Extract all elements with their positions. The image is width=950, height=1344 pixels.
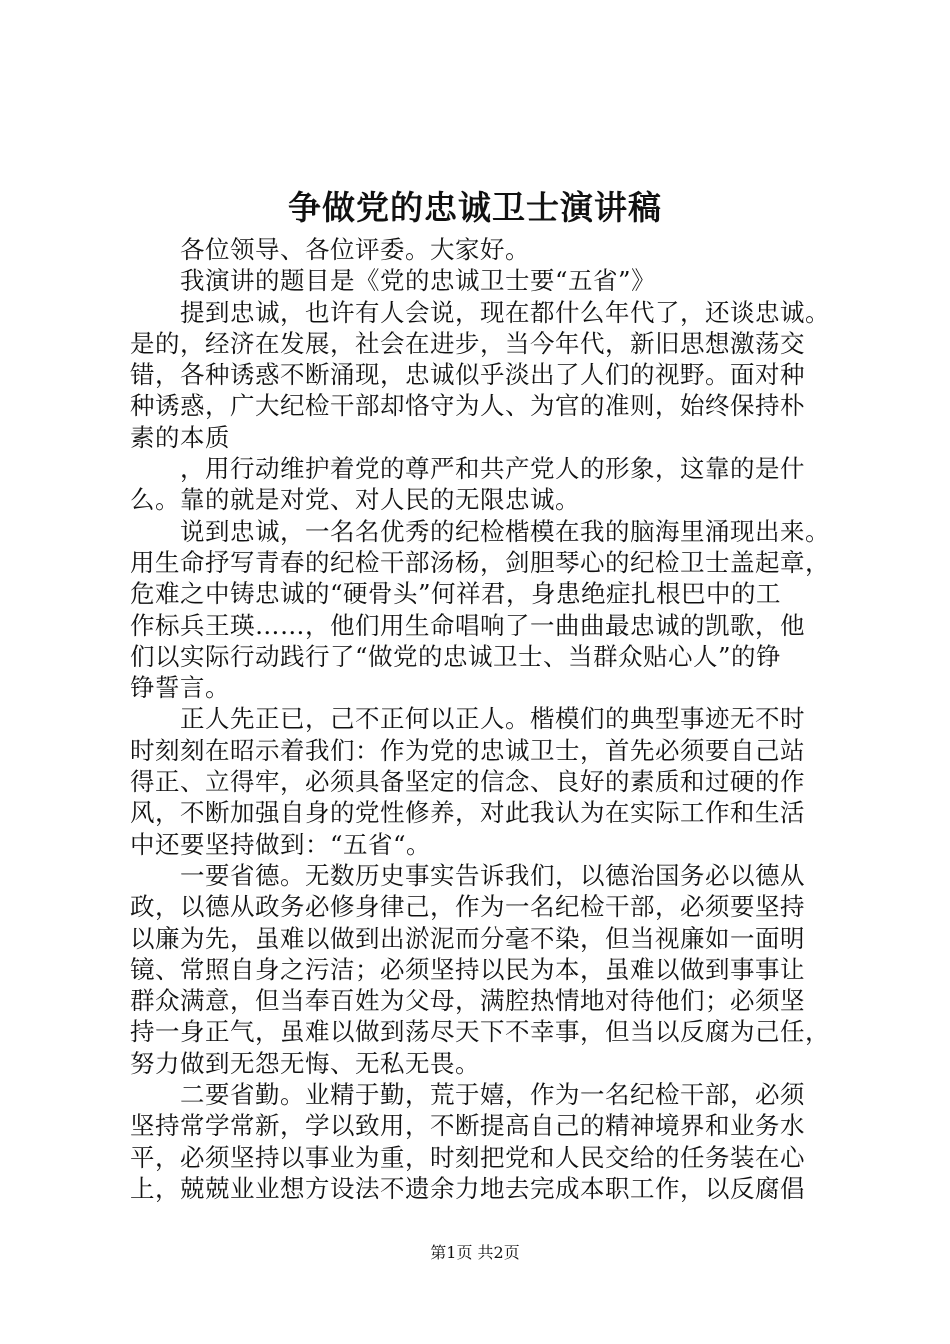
page-footer: 第1页 共2页 (430, 1243, 520, 1262)
text-line: 们以实际行动践行了“做党的忠诚卫士、当群众贴心人”的铮 (130, 641, 782, 671)
text-line: 持一身正气，虽难以做到荡尽天下不幸事，但当以反腐为己任， (130, 1017, 830, 1047)
text-line: ，用行动维护着党的尊严和共产党人的形象，这靠的是什 (180, 454, 805, 484)
text-line: 平，必须坚持以事业为重，时刻把党和人民交给的任务装在心 (130, 1142, 805, 1172)
text-line: 提到忠诚，也许有人会说，现在都什么年代了，还谈忠诚。 (180, 297, 830, 327)
text-line: 镜、常照自身之污洁；必须坚持以民为本，虽难以做到事事让 (130, 954, 805, 984)
text-line: 各位领导、各位评委。大家好。 (180, 235, 530, 264)
text-line: 群众满意，但当奉百姓为父母，满腔热情地对待他们；必须坚 (130, 986, 805, 1016)
text-line: 以廉为先，虽难以做到出淤泥而分毫不染，但当视廉如一面明 (130, 923, 805, 953)
text-line: 素的本质 (130, 422, 230, 452)
text-line: 用生命抒写青春的纪检干部汤杨，剑胆琴心的纪检卫士盖起章， (130, 547, 830, 577)
text-line: 风，不断加强自身的党性修养，对此我认为在实际工作和生活 (130, 798, 805, 828)
text-line: 二要省勤。业精于勤，荒于嬉，作为一名纪检干部，必须 (180, 1080, 805, 1110)
text-line: 上，兢兢业业想方设法不遗余力地去完成本职工作，以反腐倡 (130, 1173, 805, 1203)
text-line: 说到忠诚，一名名优秀的纪检楷模在我的脑海里涌现出来。 (180, 516, 830, 546)
document-body (130, 234, 850, 1204)
text-line: 错，各种诱惑不断涌现，忠诚似乎淡出了人们的视野。面对种 (130, 360, 805, 390)
text-line: 作标兵王瑛……，他们用生命唱响了一曲曲最忠诚的凯歌，他 (130, 610, 805, 640)
text-line: 时刻刻在昭示着我们：作为党的忠诚卫士，首先必须要自己站 (130, 735, 805, 765)
text-line: 是的，经济在发展，社会在进步，当今年代，新旧思想激荡交 (130, 328, 805, 358)
document-title: 争做党的忠诚卫士演讲稿 (288, 188, 662, 227)
text-line: 一要省德。无数历史事实告诉我们，以德治国务必以德从 (180, 860, 805, 890)
text-line: 铮誓言。 (130, 673, 230, 703)
text-line: 正人先正已，己不正何以正人。楷模们的典型事迹无不时 (180, 704, 805, 734)
text-line: 坚持常学常新，学以致用，不断提高自己的精神境界和业务水 (130, 1111, 805, 1141)
text-line: 努力做到无怨无悔、无私无畏。 (130, 1048, 480, 1078)
text-line: 危难之中铸忠诚的“硬骨头”何祥君，身患绝症扎根巴中的工 (130, 579, 782, 609)
text-line: 我演讲的题目是《党的忠诚卫士要“五省”》 (180, 266, 657, 296)
text-line: 么。靠的就是对党、对人民的无限忠诚。 (130, 485, 580, 515)
text-line: 种诱惑，广大纪检干部却恪守为人、为官的准则，始终保持朴 (130, 391, 805, 421)
text-line: 政，以德从政务必修身律己，作为一名纪检干部，必须要坚持 (130, 892, 805, 922)
text-line: 中还要坚持做到：“五省“。 (130, 829, 432, 859)
text-line: 得正、立得牢，必须具备坚定的信念、良好的素质和过硬的作 (130, 767, 805, 797)
